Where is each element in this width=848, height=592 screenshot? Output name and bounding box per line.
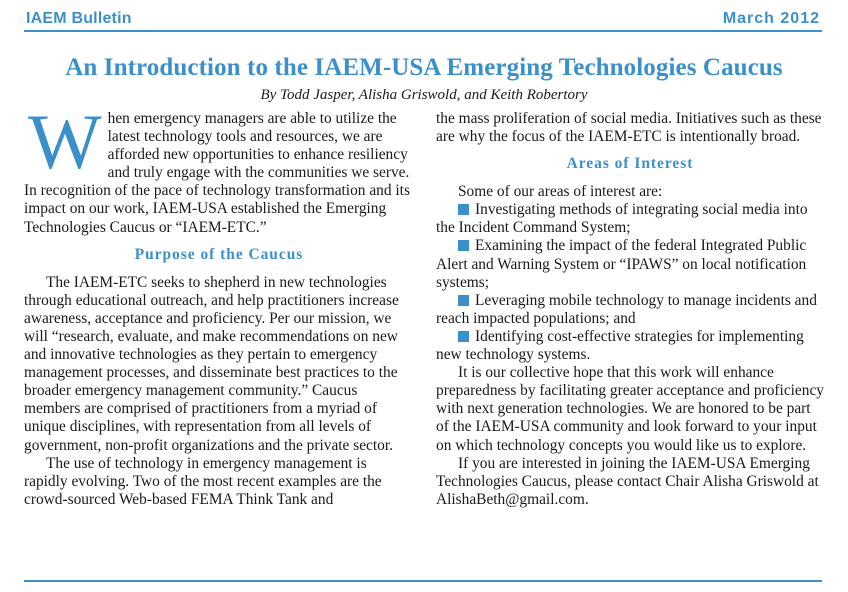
purpose-heading: Purpose of the Caucus	[134, 245, 304, 263]
bottom-rule	[24, 580, 822, 582]
interest-item	[436, 237, 824, 291]
left-column	[24, 98, 414, 509]
interest-item-text: Leveraging mobile technology to manage incidents and reach impacted populations; and	[436, 291, 817, 327]
interest-item-text: Examining the impact of the federal Integrated Public Alert and Warning System or “IPAWS” on local notification systems;	[436, 237, 807, 291]
issue-date: March 2012	[722, 10, 820, 27]
interest-item	[436, 292, 824, 328]
interests-intro: Some of our areas of interest are:	[458, 183, 663, 201]
purpose-paragraph: The IAEM-ETC seeks to shepherd in new technologies through educational outreach, and help practitioners increase awareness, acceptance and proficiency. Per our mission, we will “research, evaluate, and make recommendations on new and innovative technologies as they pertain to emergency management processes, and disseminate best practices to the broader emergency management community.” Caucus members are comprised of practitioners from a myriad of unique disciplines, with representation from all levels of government, non-profit organizations and the private sector.	[24, 273, 399, 454]
closing-paragraph: It is our collective hope that this work will enhance preparedness by facilitating greater acceptance and proficiency with next generation technologies. We are honored to be part of the IAEM-USA community and look forward to your input on which technology concepts you would like us to explore.	[436, 364, 824, 454]
intro-paragraph	[24, 98, 414, 237]
technology-paragraph: The use of technology in emergency management is rapidly evolving. Two of the most recent examples are the crowd-sourced Web-based FEMA Think Tank and	[24, 454, 382, 508]
square-bullet-icon	[458, 295, 469, 306]
publication-name: IAEM Bulletin	[26, 10, 132, 27]
interest-item	[436, 328, 824, 364]
interest-item-text: Identifying cost-effective strategies for implementing new technology systems.	[436, 327, 804, 364]
contact-paragraph: If you are interested in joining the IAEM-USA Emerging Technologies Caucus, please contact Chair Alisha Griswold at AlishaBeth@gmail.com.	[436, 454, 819, 508]
square-bullet-icon	[458, 204, 469, 215]
intro-text: hen emergency managers are able to utilize the latest technology tools and resources, we are afforded new opportunities to enhance resiliency and truly engage with the communities we serve. In recognition of the pace of technology transformation and its impact on our work, IAEM-USA established the Emerging Technologies Caucus or “IAEM-ETC.”	[24, 110, 410, 236]
square-bullet-icon	[458, 331, 469, 342]
square-bullet-icon	[458, 240, 469, 251]
drop-cap: W	[28, 98, 102, 185]
article-byline: By Todd Jasper, Alisha Griswold, and Keith Robertory	[260, 87, 588, 103]
continuation-paragraph: the mass proliferation of social media. Initiatives such as these are why the focus of the IAEM-ETC is intentionally broad.	[436, 110, 822, 146]
article-title: An Introduction to the IAEM-USA Emerging Technologies Caucus	[65, 54, 783, 81]
right-column	[436, 110, 824, 509]
top-rule	[24, 30, 822, 32]
interest-item	[436, 201, 824, 237]
interests-heading: Areas of Interest	[566, 155, 694, 173]
masthead	[24, 10, 822, 36]
interest-item-text: Investigating methods of integrating social media into the Incident Command System;	[436, 201, 808, 237]
